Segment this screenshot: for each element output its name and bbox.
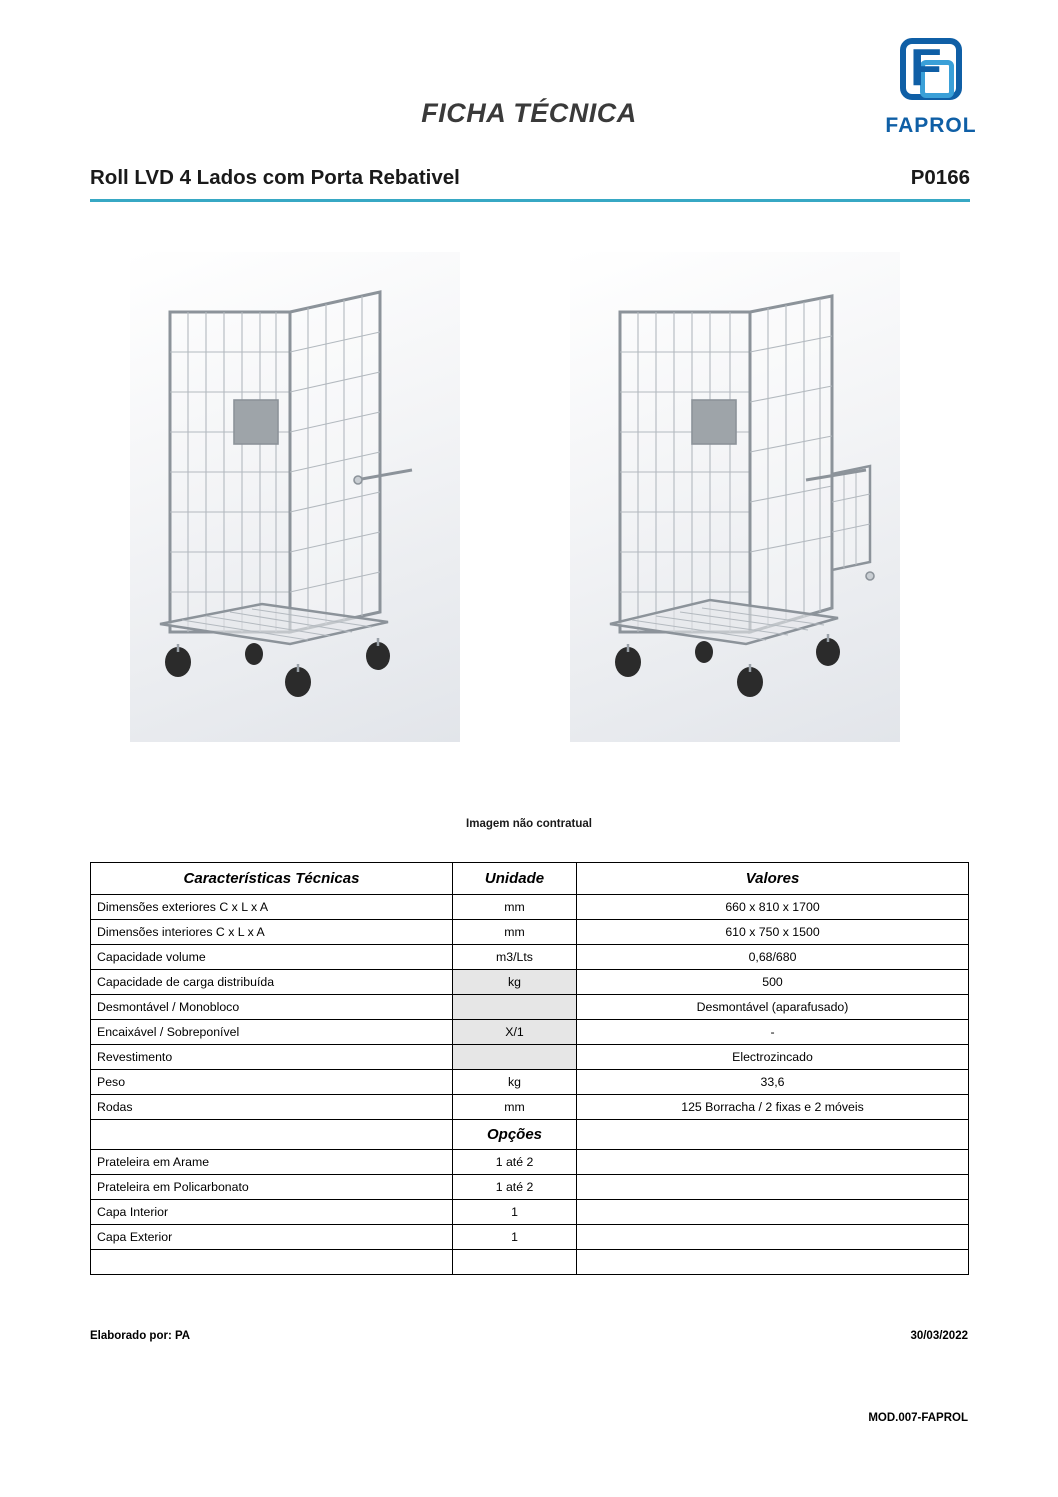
product-title-row xyxy=(90,166,970,190)
footer-date: 30/03/2022 xyxy=(910,1330,968,1342)
faprol-logo xyxy=(876,38,986,138)
table-row xyxy=(91,1070,969,1095)
table-row xyxy=(91,1225,969,1250)
table-row xyxy=(91,1250,969,1275)
product-image-front xyxy=(130,252,460,742)
cell-value: 125 Borracha / 2 fixas e 2 móveis xyxy=(577,1095,969,1120)
cell-feature xyxy=(91,1250,453,1275)
cell-value xyxy=(577,1175,969,1200)
options-blank-value xyxy=(577,1120,969,1150)
cell-unit xyxy=(453,1045,577,1070)
cell-unit xyxy=(453,1250,577,1275)
cell-feature: Capacidade de carga distribuída xyxy=(91,970,453,995)
table-row xyxy=(91,920,969,945)
cell-unit: mm xyxy=(453,1095,577,1120)
header-unit: Unidade xyxy=(453,863,577,895)
document-title: FICHA TÉCNICA xyxy=(421,98,637,128)
cell-unit: 1 xyxy=(453,1200,577,1225)
table-row xyxy=(91,970,969,995)
title-divider xyxy=(90,199,970,202)
product-code: P0166 xyxy=(910,166,970,189)
cell-unit: kg xyxy=(453,970,577,995)
cell-feature: Dimensões exteriores C x L x A xyxy=(91,895,453,920)
product-name: Roll LVD 4 Lados com Porta Rebativel xyxy=(90,166,460,189)
cell-feature: Capa Interior xyxy=(91,1200,453,1225)
logo-icon xyxy=(894,38,968,112)
table-header-row xyxy=(91,863,969,895)
cell-value xyxy=(577,1225,969,1250)
cell-feature: Encaixável / Sobreponível xyxy=(91,1020,453,1045)
table-row xyxy=(91,1150,969,1175)
cell-feature: Rodas xyxy=(91,1095,453,1120)
cell-unit: 1 xyxy=(453,1225,577,1250)
cell-value xyxy=(577,1150,969,1175)
cell-value: 660 x 810 x 1700 xyxy=(577,895,969,920)
roll-container-illustration-left xyxy=(130,252,460,742)
table-row xyxy=(91,1020,969,1045)
cell-unit xyxy=(453,995,577,1020)
cell-feature: Capa Exterior xyxy=(91,1225,453,1250)
cell-value: 33,6 xyxy=(577,1070,969,1095)
header-values: Valores xyxy=(577,863,969,895)
product-image-side xyxy=(570,252,900,742)
specifications-table xyxy=(90,862,969,1275)
options-header-label: Opções xyxy=(453,1120,577,1150)
cell-value: Desmontável (aparafusado) xyxy=(577,995,969,1020)
cell-value: 500 xyxy=(577,970,969,995)
roll-container-illustration-right xyxy=(570,252,900,742)
footer-author: Elaborado por: PA xyxy=(90,1330,191,1342)
cell-value: 610 x 750 x 1500 xyxy=(577,920,969,945)
cell-unit: X/1 xyxy=(453,1020,577,1045)
cell-feature: Revestimento xyxy=(91,1045,453,1070)
logo-letter: F xyxy=(910,39,942,97)
image-caption: Imagem não contratual xyxy=(466,818,592,830)
cell-feature: Desmontável / Monobloco xyxy=(91,995,453,1020)
cell-value xyxy=(577,1200,969,1225)
options-header-row xyxy=(91,1120,969,1150)
table-row xyxy=(91,1045,969,1070)
logo-wordmark: FAPROL xyxy=(885,114,977,137)
table-row xyxy=(91,1200,969,1225)
table-row xyxy=(91,895,969,920)
cell-unit: 1 até 2 xyxy=(453,1175,577,1200)
cell-unit: kg xyxy=(453,1070,577,1095)
cell-value xyxy=(577,1250,969,1275)
table-row xyxy=(91,1175,969,1200)
cell-feature: Dimensões interiores C x L x A xyxy=(91,920,453,945)
footer-mod-code: MOD.007-FAPROL xyxy=(868,1412,968,1424)
cell-feature: Peso xyxy=(91,1070,453,1095)
cell-unit: 1 até 2 xyxy=(453,1150,577,1175)
cell-value: - xyxy=(577,1020,969,1045)
cell-value: Electrozincado xyxy=(577,1045,969,1070)
header-features: Características Técnicas xyxy=(91,863,453,895)
table-row xyxy=(91,945,969,970)
cell-value: 0,68/680 xyxy=(577,945,969,970)
options-blank-cell xyxy=(91,1120,453,1150)
cell-unit: m3/Lts xyxy=(453,945,577,970)
cell-unit: mm xyxy=(453,920,577,945)
table-row xyxy=(91,1095,969,1120)
cell-feature: Capacidade volume xyxy=(91,945,453,970)
cell-feature: Prateleira em Policarbonato xyxy=(91,1175,453,1200)
cell-unit: mm xyxy=(453,895,577,920)
cell-feature: Prateleira em Arame xyxy=(91,1150,453,1175)
table-row xyxy=(91,995,969,1020)
